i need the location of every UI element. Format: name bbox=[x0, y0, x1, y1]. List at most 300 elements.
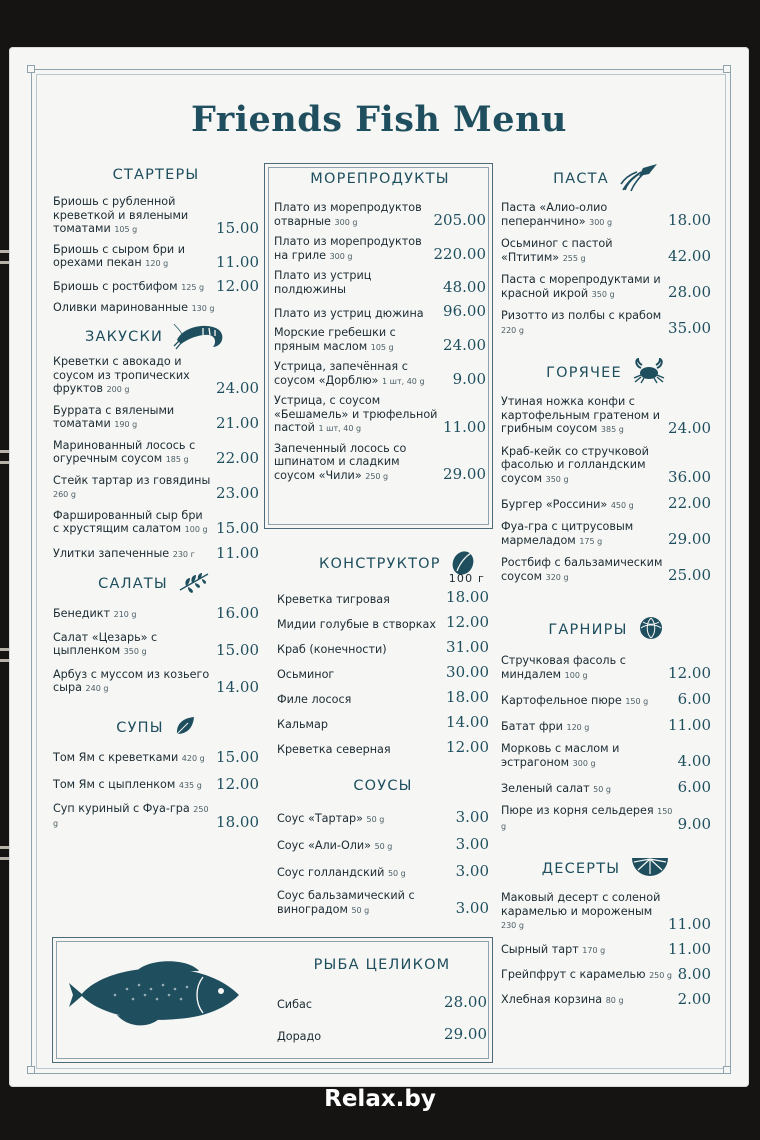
menu-item-price: 3.00 bbox=[455, 835, 489, 853]
menu-item-weight: 350 g bbox=[545, 474, 569, 484]
menu-item-name bbox=[277, 998, 312, 1012]
menu-item bbox=[274, 394, 486, 436]
menu-item-title: Батат фри bbox=[501, 719, 563, 733]
menu-item-price: 42.00 bbox=[668, 247, 711, 265]
menu-item bbox=[53, 474, 259, 502]
menu-item bbox=[53, 301, 259, 316]
menu-item-title: Креветки с авокадо и соусом из тропических фруктов bbox=[53, 355, 190, 395]
menu-item-name bbox=[501, 498, 634, 513]
menu-item-price: 29.00 bbox=[444, 1025, 487, 1043]
menu-item bbox=[501, 804, 711, 833]
menu-item-name bbox=[274, 326, 439, 354]
menu-item-name bbox=[53, 668, 212, 696]
menu-item-weight: 300 g bbox=[572, 758, 596, 768]
menu-item-title: Краб-кейк со стручковой фасолью и голландским соусом bbox=[501, 444, 649, 485]
menu-item-name bbox=[274, 394, 439, 436]
menu-item bbox=[53, 631, 259, 659]
menu-item-weight: 320 g bbox=[545, 572, 569, 582]
menu-item-name bbox=[274, 235, 430, 263]
menu-item-weight: 120 g bbox=[145, 259, 169, 268]
menu-item-price: 24.00 bbox=[668, 418, 711, 437]
menu-item bbox=[277, 713, 489, 731]
menu-item-weight: 50 g bbox=[593, 784, 611, 794]
menu-item-weight: 80 g bbox=[605, 996, 624, 1005]
menu-item-weight: 220 g bbox=[501, 325, 524, 335]
menu-item-title: Стручковая фасоль с миндалем bbox=[501, 654, 626, 681]
menu-item-price: 22.00 bbox=[216, 448, 259, 467]
menu-item-name bbox=[501, 993, 624, 1008]
menu-item-name bbox=[277, 643, 387, 657]
menu-item-price: 24.00 bbox=[443, 336, 486, 354]
menu-item-price: 29.00 bbox=[668, 530, 711, 548]
frame-corner bbox=[723, 65, 731, 73]
menu-item-title: Улитки запеченные bbox=[53, 547, 170, 560]
menu-item-weight: 435 g bbox=[178, 781, 202, 790]
menu-item-weight: 350 g bbox=[123, 647, 147, 656]
menu-item-name bbox=[277, 1030, 321, 1044]
menu-item bbox=[501, 520, 711, 548]
menu-item-name bbox=[53, 751, 205, 766]
menu-item-weight: 240 g bbox=[85, 684, 109, 693]
menu-item-title: Плато из морепродуктов на гриле bbox=[274, 235, 422, 262]
menu-item-title: Том Ям с цыпленком bbox=[53, 778, 176, 791]
section-seafood-heading: МОРЕПРОДУКТЫ bbox=[310, 171, 450, 187]
menu-item bbox=[501, 556, 711, 584]
section-salads-heading: САЛАТЫ bbox=[53, 572, 259, 596]
section-constructor-heading: КОНСТРУКТОР 100 г bbox=[277, 552, 489, 576]
menu-item bbox=[277, 588, 489, 606]
menu-item-title: Том Ям с креветками bbox=[53, 751, 179, 764]
menu-item bbox=[277, 889, 489, 917]
column-center-lower bbox=[277, 552, 489, 917]
menu-item-title: Бриошь с ростбифом bbox=[53, 280, 178, 293]
menu-item-price: 30.00 bbox=[446, 663, 489, 681]
menu-item-name bbox=[53, 778, 202, 793]
menu-item-price: 18.00 bbox=[446, 688, 489, 706]
menu-item bbox=[501, 445, 711, 487]
crab-icon bbox=[632, 358, 666, 388]
menu-item-price: 8.00 bbox=[677, 964, 711, 983]
menu-item bbox=[274, 360, 486, 388]
menu-item-price: 9.00 bbox=[677, 815, 711, 833]
menu-item-name bbox=[274, 360, 449, 388]
menu-item-weight: 420 g bbox=[181, 754, 205, 763]
menu-item-price: 15.00 bbox=[216, 747, 259, 766]
menu-item-price: 2.00 bbox=[677, 989, 711, 1008]
menu-item-price: 11.00 bbox=[668, 939, 711, 958]
menu-item-name bbox=[277, 718, 328, 732]
menu-item-weight: 185 g bbox=[165, 455, 189, 464]
menu-item bbox=[277, 862, 489, 880]
menu-item-weight: 50 g bbox=[366, 814, 385, 824]
menu-item-title: Дорадо bbox=[277, 1029, 322, 1043]
menu-item-weight: 150 g bbox=[501, 807, 673, 831]
menu-item-price: 29.00 bbox=[443, 465, 486, 483]
menu-item-price: 96.00 bbox=[443, 302, 486, 320]
menu-item bbox=[501, 690, 711, 708]
menu-item bbox=[274, 269, 486, 296]
menu-item-price: 11.00 bbox=[216, 252, 259, 271]
menu-item-title: Филе лосося bbox=[277, 692, 352, 706]
menu-item-weight: 50 g bbox=[351, 905, 370, 915]
frame-corner bbox=[27, 65, 35, 73]
section-snacks bbox=[53, 355, 259, 562]
fish-icon bbox=[67, 955, 243, 1039]
menu-item-weight: 250 g bbox=[649, 971, 672, 980]
section-salads bbox=[53, 604, 259, 696]
section-sauces bbox=[277, 808, 489, 917]
menu-item-name bbox=[501, 694, 648, 709]
menu-item-price: 15.00 bbox=[216, 518, 259, 537]
menu-item-title: Фуа-гра с цитрусовым мармеладом bbox=[501, 520, 634, 547]
section-soups bbox=[53, 748, 259, 831]
menu-item-title: Картофельное пюре bbox=[501, 693, 622, 707]
menu-item bbox=[53, 802, 259, 831]
menu-item-weight: 105 g bbox=[370, 342, 394, 352]
herb-icon bbox=[178, 570, 214, 598]
menu-item-price: 12.00 bbox=[446, 738, 489, 756]
menu-item-price: 3.00 bbox=[455, 899, 489, 917]
menu-item-weight: 300 g bbox=[589, 217, 613, 227]
menu-item bbox=[53, 195, 259, 237]
column-left bbox=[53, 163, 259, 831]
menu-item-name bbox=[501, 720, 589, 735]
menu-item-price: 3.00 bbox=[455, 808, 489, 826]
menu-item-weight: 450 g bbox=[610, 500, 634, 510]
menu-item-title: Краб (конечности) bbox=[277, 642, 387, 656]
menu-item-title: Маковый десерт с соленой карамелью и мороженым bbox=[501, 891, 661, 918]
menu-item-title: Плато из устриц полдюжины bbox=[274, 269, 372, 296]
menu-item-name bbox=[501, 445, 664, 487]
menu-item-price: 16.00 bbox=[216, 603, 259, 622]
menu-item-title: Хлебная корзина bbox=[501, 993, 603, 1006]
menu-item-title: Мидии голубые в створках bbox=[277, 617, 437, 631]
menu-item-name bbox=[53, 301, 214, 316]
menu-item-price: 15.00 bbox=[216, 640, 259, 659]
menu-item bbox=[277, 1025, 487, 1043]
section-desserts-heading: ДЕСЕРТЫ bbox=[501, 857, 711, 881]
menu-item bbox=[501, 309, 711, 337]
menu-item-name bbox=[501, 891, 664, 933]
menu-item-title: Креветка тигровая bbox=[277, 592, 390, 606]
menu-item-price: 9.00 bbox=[452, 370, 486, 388]
menu-item-weight: 1 шт, 40 g bbox=[382, 376, 425, 386]
menu-item bbox=[277, 993, 487, 1011]
menu-item bbox=[501, 273, 711, 301]
menu-item-title: Буррата с вялеными томатами bbox=[53, 403, 175, 430]
menu-item-title: Грейпфрут с карамелью bbox=[501, 968, 646, 981]
menu-item-weight: 260 g bbox=[53, 490, 76, 499]
menu-item-title: Маринованный лосось с огуречным соусом bbox=[53, 438, 196, 465]
menu-item-price: 14.00 bbox=[216, 677, 259, 696]
menu-item-name bbox=[501, 309, 664, 337]
menu-item-title: Осьминог с пастой «Птитим» bbox=[501, 237, 613, 264]
section-starters-heading: СТАРТЕРЫ bbox=[112, 167, 200, 183]
menu-item bbox=[501, 891, 711, 933]
menu-item-name bbox=[501, 395, 664, 437]
menu-item bbox=[501, 778, 711, 796]
shrimp-icon bbox=[173, 320, 227, 354]
menu-item bbox=[277, 663, 489, 681]
section-soups-heading: СУПЫ bbox=[53, 716, 259, 740]
menu-item-price: 205.00 bbox=[433, 211, 486, 229]
menu-item-title: Паста «Алио-олио пеперанчино» bbox=[501, 201, 608, 228]
menu-item bbox=[53, 748, 259, 766]
menu-item bbox=[274, 442, 486, 484]
column-wholefish bbox=[277, 953, 487, 1043]
frame-corner bbox=[27, 1066, 35, 1074]
menu-item-weight: 210 g bbox=[113, 610, 137, 619]
menu-item-price: 6.00 bbox=[677, 690, 711, 708]
section-wholefish-heading: РЫБА ЦЕЛИКОМ bbox=[313, 957, 451, 973]
menu-item bbox=[277, 613, 489, 631]
menu-item-title: Плато из устриц дюжина bbox=[274, 306, 424, 320]
menu-item-title: Соус «Али-Оли» bbox=[277, 838, 372, 852]
citrus-icon bbox=[630, 856, 670, 882]
section-hot-heading: ГОРЯЧЕЕ bbox=[501, 361, 711, 385]
menu-item-title: Бенедикт bbox=[53, 607, 111, 620]
menu-item-title: Устрица, с соусом «Бешамель» и трюфельной пастой bbox=[274, 394, 438, 434]
menu-item-name bbox=[277, 618, 436, 632]
menu-item bbox=[274, 302, 486, 320]
menu-item-name bbox=[501, 943, 605, 958]
menu-item-price: 31.00 bbox=[446, 638, 489, 656]
menu-item-title: Ростбиф с бальзамическим соусом bbox=[501, 556, 663, 583]
menu-item bbox=[501, 395, 711, 437]
menu-item bbox=[274, 235, 486, 263]
menu-item bbox=[277, 738, 489, 756]
menu-item bbox=[501, 494, 711, 512]
menu-item-title: Оливки маринованные bbox=[53, 300, 189, 314]
menu-item-name bbox=[277, 743, 391, 757]
section-sides bbox=[501, 654, 711, 833]
menu-item-name bbox=[274, 307, 424, 321]
menu-item-price: 12.00 bbox=[446, 613, 489, 631]
menu-item-name bbox=[277, 812, 384, 827]
menu-item-weight: 230 g bbox=[501, 921, 524, 930]
menu-item-name bbox=[501, 804, 674, 833]
menu-item bbox=[274, 201, 486, 229]
menu-item-title: Соус голландский bbox=[277, 865, 385, 879]
menu-item-name bbox=[53, 280, 204, 295]
menu-item-weight: 120 g bbox=[566, 722, 590, 732]
menu-item-weight: 250 g bbox=[365, 471, 389, 481]
menu-item-name bbox=[274, 442, 439, 484]
menu-item-title: Пюре из корня сельдерея bbox=[501, 804, 654, 817]
section-starters bbox=[53, 195, 259, 315]
menu-item-title: Паста с морепродуктами и красной икрой bbox=[501, 273, 661, 300]
menu-item-title: Зеленый салат bbox=[501, 781, 590, 795]
menu-item-price: 4.00 bbox=[677, 752, 711, 770]
menu-item-weight: 50 g bbox=[387, 868, 406, 878]
menu-item bbox=[501, 965, 711, 983]
menu-item-name bbox=[274, 269, 439, 296]
menu-title: Friends Fish Menu bbox=[191, 99, 567, 140]
menu-item-name bbox=[501, 273, 664, 301]
menu-item-title: Устрица, запечённая с соусом «Дорблю» bbox=[274, 360, 408, 387]
frame-corner bbox=[723, 1066, 731, 1074]
menu-item bbox=[274, 326, 486, 354]
menu-item-weight: 170 g bbox=[582, 946, 606, 955]
menu-item-weight: 385 g bbox=[600, 425, 624, 434]
menu-item-name bbox=[53, 439, 212, 467]
menu-item-title: Бриошь с рубленной креветкой и вялеными томатами bbox=[53, 195, 189, 235]
menu-item-price: 21.00 bbox=[216, 413, 259, 432]
menu-item-weight: 300 g bbox=[334, 217, 358, 227]
section-sides-heading: ГАРНИРЫ bbox=[501, 618, 711, 642]
menu-item-title: Соус «Тартар» bbox=[277, 811, 363, 825]
menu-item-name bbox=[53, 509, 212, 537]
menu-item-title: Ризотто из полбы с крабом bbox=[501, 309, 662, 322]
section-sauces-heading: СОУСЫ bbox=[353, 778, 413, 794]
menu-item-name bbox=[53, 243, 212, 271]
menu-item bbox=[53, 509, 259, 537]
menu-item-name bbox=[277, 668, 334, 682]
menu-item-title: Кальмар bbox=[277, 717, 328, 731]
menu-item-name bbox=[53, 404, 212, 432]
menu-page bbox=[9, 47, 749, 1087]
menu-item-price: 12.00 bbox=[668, 664, 711, 682]
menu-item-price: 18.00 bbox=[668, 211, 711, 229]
menu-item bbox=[501, 716, 711, 734]
menu-item bbox=[501, 237, 711, 265]
menu-item-title: Морские гребешки с пряным маслом bbox=[274, 326, 396, 353]
menu-item-weight: 350 g bbox=[591, 289, 615, 299]
menu-item-name bbox=[53, 195, 212, 237]
menu-item bbox=[501, 654, 711, 682]
menu-item bbox=[53, 775, 259, 793]
column-center bbox=[274, 167, 486, 483]
menu-item bbox=[53, 668, 259, 696]
menu-item-name bbox=[53, 355, 212, 397]
menu-item bbox=[277, 688, 489, 706]
menu-item-price: 22.00 bbox=[668, 494, 711, 512]
menu-item-name bbox=[53, 607, 137, 622]
menu-item-weight: 175 g bbox=[579, 536, 603, 546]
section-wholefish bbox=[277, 993, 487, 1043]
menu-item-price: 28.00 bbox=[668, 283, 711, 301]
menu-item bbox=[53, 243, 259, 271]
menu-item-title: Осьминог bbox=[277, 667, 335, 681]
menu-item-weight: 230 г bbox=[172, 550, 195, 559]
menu-item bbox=[53, 439, 259, 467]
menu-item bbox=[277, 808, 489, 826]
menu-item-price: 220.00 bbox=[433, 245, 486, 263]
menu-item-price: 35.00 bbox=[668, 319, 711, 337]
menu-item-price: 11.00 bbox=[668, 914, 711, 933]
menu-item bbox=[501, 940, 711, 958]
menu-item bbox=[53, 544, 259, 562]
menu-item bbox=[53, 404, 259, 432]
section-seafood bbox=[274, 201, 486, 483]
menu-item-title: Стейк тартар из говядины bbox=[53, 473, 211, 487]
menu-item bbox=[53, 604, 259, 622]
menu-item-title: Салат «Цезарь» с цыпленком bbox=[53, 630, 158, 657]
menu-item-weight: 1 шт, 40 g bbox=[318, 424, 362, 433]
menu-item-price: 23.00 bbox=[216, 483, 259, 502]
menu-item-name bbox=[277, 889, 452, 917]
menu-item-name bbox=[277, 693, 351, 707]
menu-item-weight: 105 g bbox=[114, 225, 138, 234]
menu-item-name bbox=[53, 631, 212, 659]
section-snacks-heading: ЗАКУСКИ bbox=[53, 325, 259, 349]
section-constructor bbox=[277, 588, 489, 756]
menu-item-price: 12.00 bbox=[216, 276, 259, 295]
menu-item-title: Утиная ножка конфи с картофельным гратеном и грибным соусом bbox=[501, 395, 661, 435]
cabbage-icon bbox=[638, 615, 664, 645]
menu-item-price: 6.00 bbox=[677, 778, 711, 796]
menu-item-weight: 130 g bbox=[191, 303, 215, 313]
menu-item bbox=[501, 990, 711, 1008]
menu-item-price: 11.00 bbox=[443, 417, 486, 436]
menu-item-price: 14.00 bbox=[446, 713, 489, 731]
menu-item-price: 11.00 bbox=[668, 716, 711, 734]
menu-item-title: Сибас bbox=[277, 997, 312, 1011]
menu-item-weight: 125 g bbox=[181, 283, 205, 292]
menu-item-title: Арбуз с муссом из козьего сыра bbox=[53, 667, 210, 694]
section-pasta-heading: ПАСТА bbox=[501, 167, 711, 191]
menu-item bbox=[501, 201, 711, 229]
menu-item-name bbox=[501, 782, 611, 797]
menu-item-name bbox=[277, 839, 392, 854]
menu-item-title: Соус бальзамический с виноградом bbox=[277, 889, 415, 916]
menu-item-price: 18.00 bbox=[216, 812, 259, 831]
section-pasta bbox=[501, 201, 711, 337]
menu-item-price: 15.00 bbox=[216, 218, 259, 237]
menu-item bbox=[501, 742, 711, 770]
menu-item-name bbox=[53, 547, 195, 562]
menu-item-name bbox=[501, 237, 664, 265]
squid-icon bbox=[619, 162, 659, 196]
menu-item-name bbox=[501, 556, 664, 584]
menu-item-weight: 250 g bbox=[53, 804, 209, 828]
menu-item-name bbox=[277, 866, 406, 881]
menu-item bbox=[277, 638, 489, 656]
section-desserts bbox=[501, 891, 711, 1008]
menu-item-price: 48.00 bbox=[443, 278, 486, 296]
column-right bbox=[501, 167, 711, 1008]
menu-item-name bbox=[501, 201, 664, 229]
menu-item bbox=[277, 835, 489, 853]
menu-item-name bbox=[277, 593, 390, 607]
menu-item-weight: 100 g bbox=[184, 525, 208, 534]
menu-item-price: 36.00 bbox=[668, 468, 711, 486]
menu-item-weight: 100 g bbox=[564, 670, 588, 680]
menu-item-price: 3.00 bbox=[455, 862, 489, 880]
menu-item-name bbox=[53, 802, 212, 831]
menu-item-name bbox=[501, 742, 674, 770]
menu-item-name bbox=[501, 520, 664, 548]
menu-item-title: Запеченный лосось со шпинатом и сладким соусом «Чили» bbox=[274, 441, 407, 482]
constructor-portion-note: 100 г bbox=[448, 572, 485, 585]
menu-item bbox=[53, 277, 259, 295]
menu-item-price: 18.00 bbox=[446, 588, 489, 606]
menu-item-title: Фаршированный сыр бри с хрустящим салатом bbox=[53, 508, 203, 535]
menu-item-price: 12.00 bbox=[216, 774, 259, 793]
menu-item-weight: 255 g bbox=[562, 253, 586, 263]
menu-item-title: Суп куриный с Фуа-гра bbox=[53, 801, 190, 815]
menu-item-weight: 300 g bbox=[329, 251, 353, 261]
menu-item-weight: 50 g bbox=[374, 841, 393, 851]
watermark: Relax.by bbox=[324, 1086, 436, 1112]
menu-item-price: 11.00 bbox=[216, 543, 259, 562]
menu-item-weight: 190 g bbox=[114, 420, 138, 429]
menu-item-price: 28.00 bbox=[444, 993, 487, 1011]
menu-item-name bbox=[501, 654, 664, 682]
menu-item-title: Бриошь с сыром бри и орехами пекан bbox=[53, 242, 186, 269]
menu-item-name bbox=[501, 968, 672, 983]
leaf-icon bbox=[174, 715, 196, 741]
